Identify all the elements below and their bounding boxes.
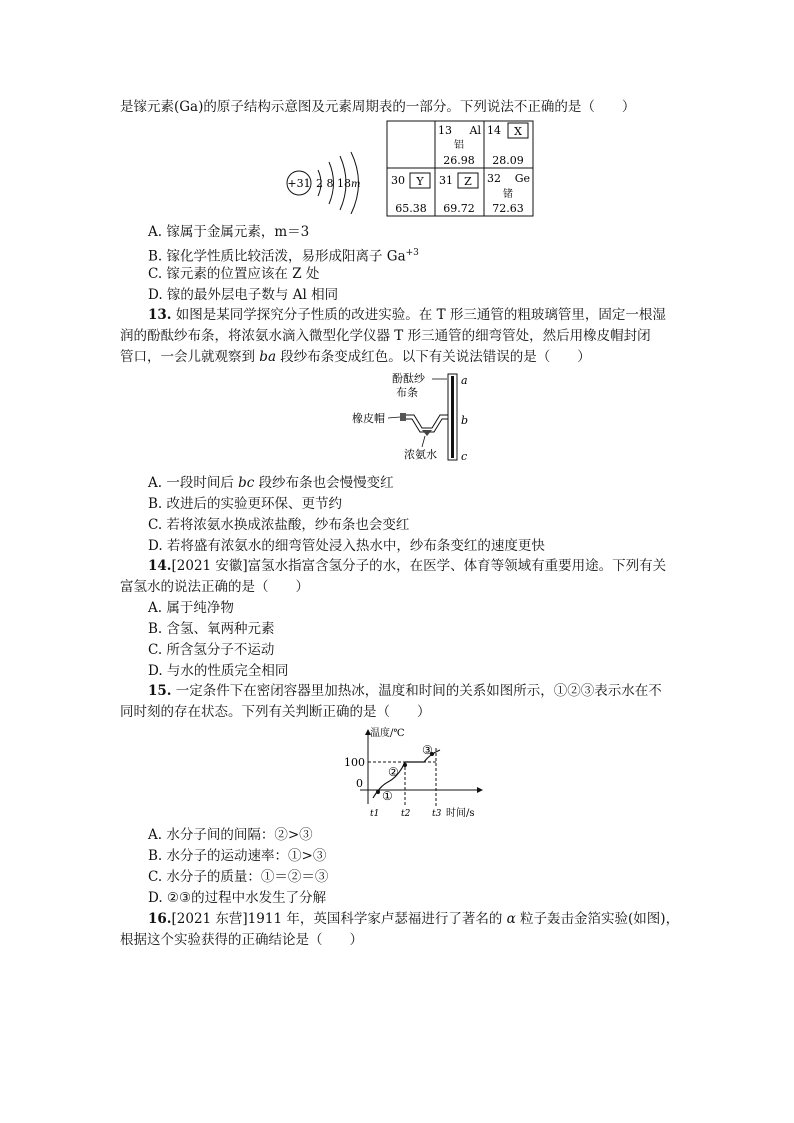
cell-x-number: 14 xyxy=(487,124,501,137)
cell-ge-symbol: Ge xyxy=(514,172,530,185)
q14-option-c: C. 所含氢分子不运动 xyxy=(148,642,275,658)
q14-option-b: B. 含氢、氧两种元素 xyxy=(148,621,275,637)
label-c: c xyxy=(461,450,468,463)
label-b: b xyxy=(461,414,469,427)
atom-nucleus-label: +31 xyxy=(287,177,311,190)
q16-line-1: 16.[2021 东营]1911 年，英国科学家卢瑟福进行了著名的 α 粒子轰击金箔实验(如图)， xyxy=(148,911,680,927)
q13-option-b: B. 改进后的实验更环保、更节约 xyxy=(148,496,343,512)
cell-z-number: 31 xyxy=(439,174,453,187)
cell-z-symbol: Z xyxy=(464,175,472,188)
chart-xlabel: 时间/s xyxy=(446,808,475,819)
atom-m-label: m xyxy=(351,179,361,190)
q13-line-1: 13. 如图是某同学探究分子性质的改进实验。在 T 形三通管的粗玻璃管里，固定一根湿 xyxy=(148,307,666,323)
q12-option-d: D. 镓的最外层电子数与 Al 相同 xyxy=(148,287,339,303)
q15-line-1: 15. 一定条件下在密闭容器里加热冰，温度和时间的关系如图所示，①②③表示水在不 xyxy=(148,683,662,699)
periodic-table-fragment xyxy=(386,120,536,218)
cell-y-number: 30 xyxy=(391,174,405,187)
label-phenolphthalein-strip-1: 酚酞纱 xyxy=(392,372,425,385)
q13-option-a: A. 一段时间后 bc 段纱布条也会慢慢变红 xyxy=(148,475,394,491)
gallium-atom-diagram xyxy=(282,148,378,214)
label-a: a xyxy=(461,374,468,387)
chart-t3: t3 xyxy=(432,809,442,819)
label-rubber-cap: 橡皮帽 xyxy=(352,412,385,425)
chart-y-100: 100 xyxy=(344,756,365,769)
t-tube-experiment-figure xyxy=(350,370,480,466)
q15-option-d: D. ②③的过程中水发生了分解 xyxy=(148,890,327,906)
atom-shells-label: 2 8 18 xyxy=(316,177,351,190)
q15-option-a: A. 水分子间的间隔：②>③ xyxy=(148,827,313,843)
cell-ge-mass: 72.63 xyxy=(492,202,524,215)
q13-line-2: 润的酚酞纱布条，将浓氨水滴入微型化学仪器 T 形三通管的细弯管处，然后用橡皮帽封闭 xyxy=(120,328,651,344)
cell-al-number: 13 xyxy=(438,124,452,137)
q13-line-3: 管口，一会儿就观察到 ba 段纱布条变成红色。以下有关说法错误的是（ ） xyxy=(120,349,591,365)
cell-x-mass: 28.09 xyxy=(492,154,524,167)
q12-option-c: C. 镓元素的位置应该在 Z 处 xyxy=(148,266,320,282)
temperature-time-chart xyxy=(340,724,490,820)
q15-line-2: 同时刻的存在状态。下列有关判断正确的是（ ） xyxy=(120,704,431,720)
cell-y-symbol: Y xyxy=(416,175,424,188)
state-2: ② xyxy=(388,765,399,779)
q14-option-d: D. 与水的性质完全相同 xyxy=(148,663,289,679)
state-1: ① xyxy=(382,789,393,803)
cell-ge-number: 32 xyxy=(487,172,501,185)
cell-y-mass: 65.38 xyxy=(395,202,427,215)
q13-option-d: D. 若将盛有浓氨水的细弯管处浸入热水中，纱布条变红的速度更快 xyxy=(148,538,545,554)
chart-t2: t2 xyxy=(401,809,411,819)
q14-line-1: 14.[2021 安徽]富氢水指富含氢分子的水，在医学、体育等领域有重要用途。下列有关 xyxy=(148,558,667,574)
label-phenolphthalein-strip-2: 布条 xyxy=(396,386,418,399)
cell-al-mass: 26.98 xyxy=(443,154,475,167)
q15-option-b: B. 水分子的运动速率：①>③ xyxy=(148,848,327,864)
q14-option-a: A. 属于纯净物 xyxy=(148,600,234,616)
cell-x-symbol: X xyxy=(514,125,522,138)
q16-line-2: 根据这个实验获得的正确结论是（ ） xyxy=(120,932,363,948)
label-ammonia: 浓氨水 xyxy=(404,448,437,461)
chart-ylabel: 温度/℃ xyxy=(370,728,405,739)
cell-ge-name: 锗 xyxy=(503,189,513,200)
q13-option-c: C. 若将浓氨水换成浓盐酸，纱布条也会变红 xyxy=(148,517,410,533)
state-3: ③ xyxy=(422,743,433,757)
cell-al-symbol: Al xyxy=(469,124,481,137)
q12-option-b: B. 镓化学性质比较活泼，易形成阳离子 $Ga^{+3}$ xyxy=(148,248,419,265)
cell-z-mass: 69.72 xyxy=(443,202,475,215)
chart-t1: t1 xyxy=(370,809,380,819)
q12-intro: 是镓元素(Ga)的原子结构示意图及元素周期表的一部分。下列说法不正确的是（ ） xyxy=(120,99,636,115)
q15-option-c: C. 水分子的质量：①＝②＝③ xyxy=(148,869,329,885)
chart-y-0: 0 xyxy=(356,777,363,790)
q12-option-a: A. 镓属于金属元素，m＝3 xyxy=(148,224,310,240)
cell-al-name: 铝 xyxy=(454,140,464,151)
q14-line-2: 富氢水的说法正确的是（ ） xyxy=(120,579,309,595)
